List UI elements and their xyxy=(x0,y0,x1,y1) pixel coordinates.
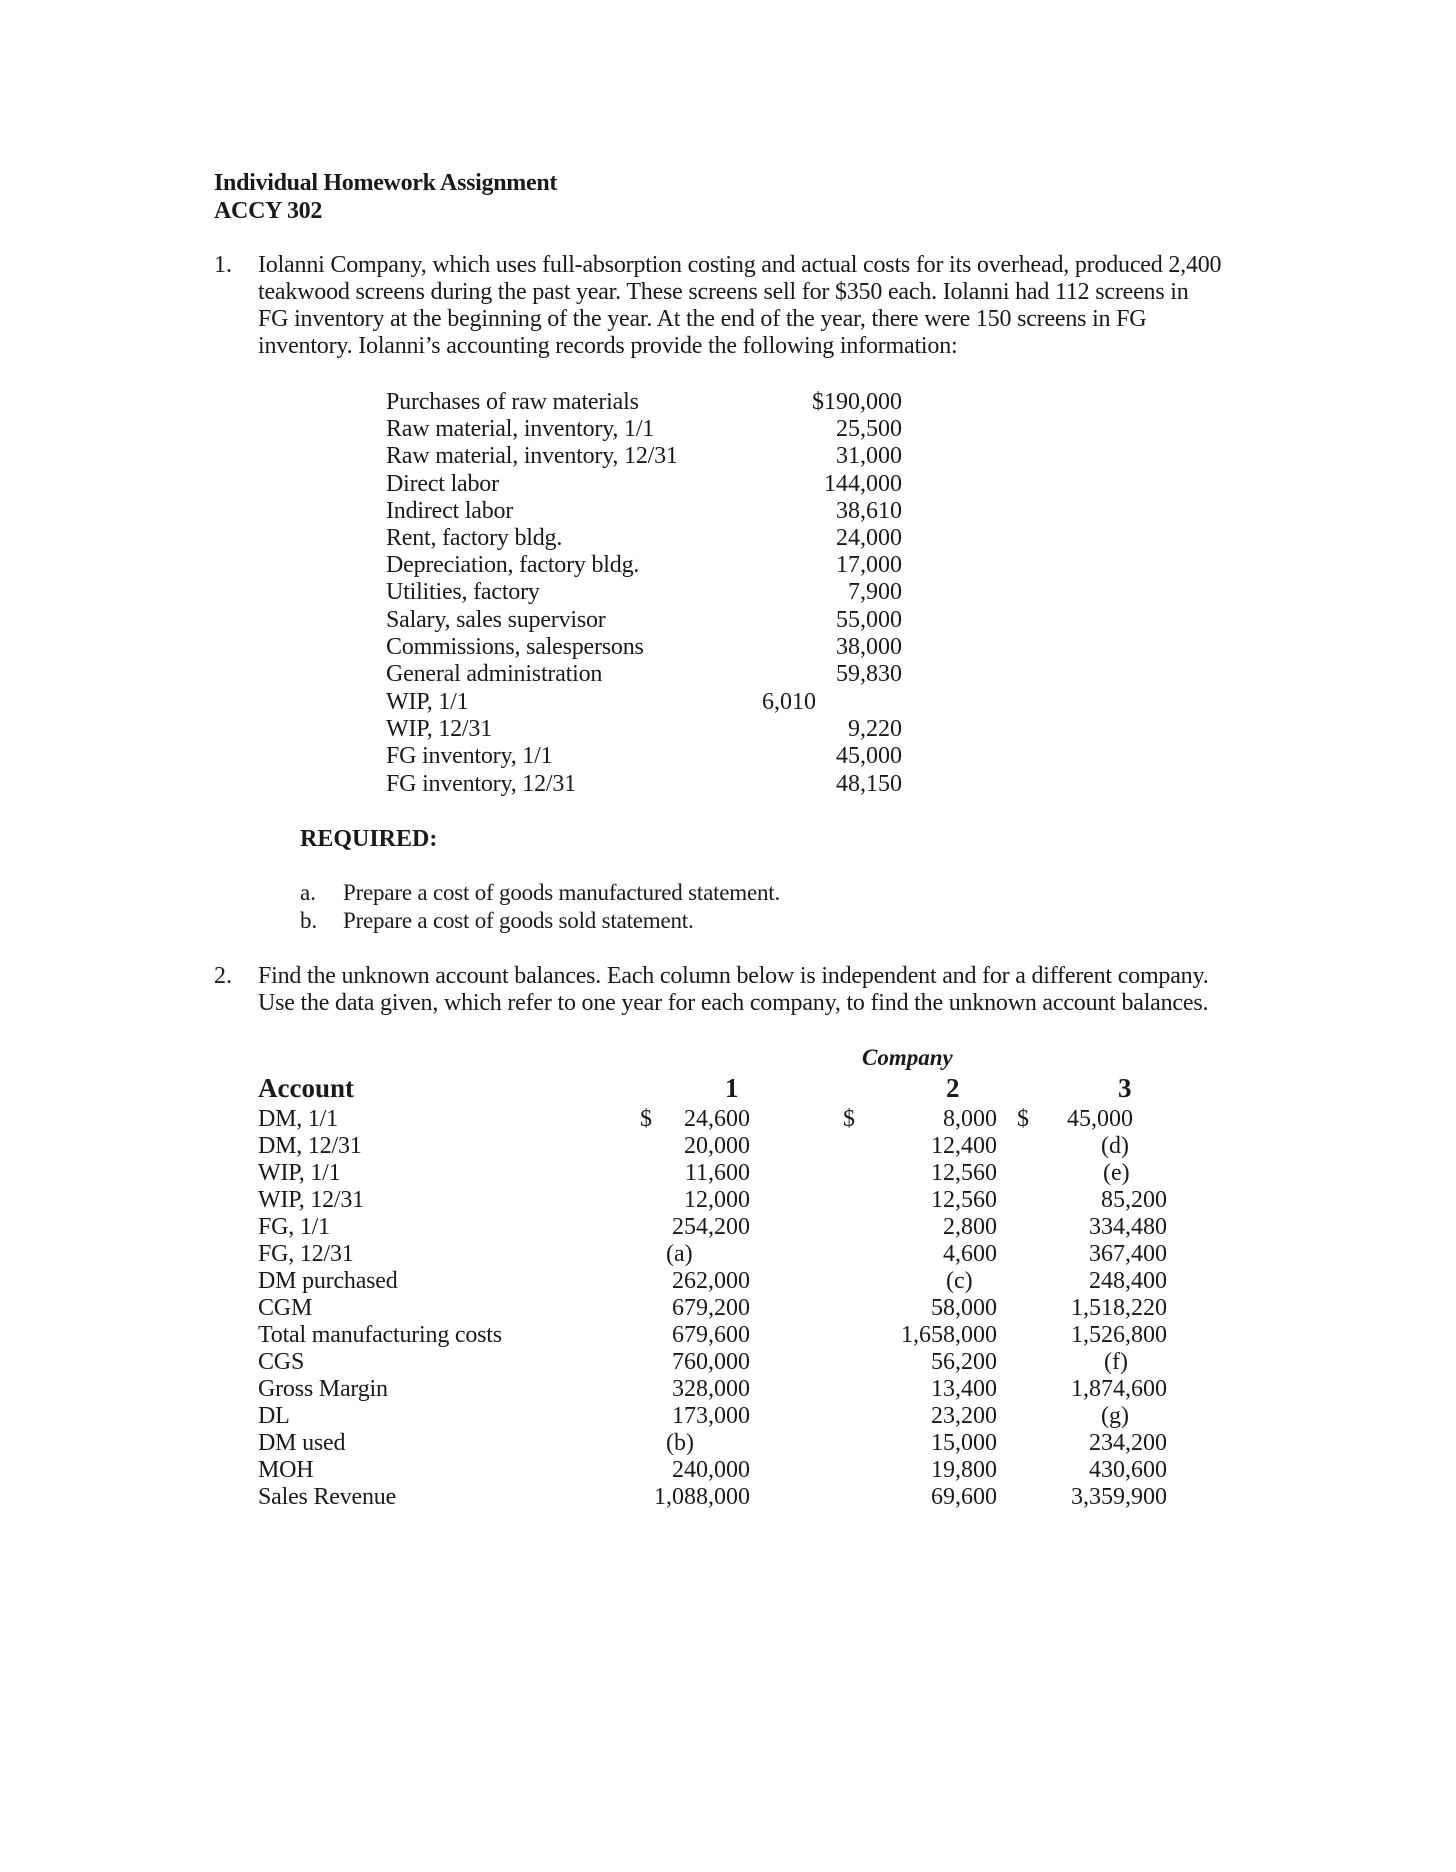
table-cell: 679,600 xyxy=(672,1322,750,1348)
table-row-account: CGS xyxy=(258,1349,305,1375)
table-cell: (a) xyxy=(666,1241,693,1267)
question-2-number: 2. xyxy=(214,963,232,989)
table-cell: 1,518,220 xyxy=(1071,1295,1167,1321)
list-item-value: 144,000 xyxy=(824,471,902,497)
table-cell: 24,600 xyxy=(684,1106,750,1132)
question-2-text-line: Use the data given, which refer to one year for each company, to find the unknown account balances. xyxy=(258,990,1209,1016)
list-item-label: Purchases of raw materials xyxy=(386,389,639,415)
column-header-1: 1 xyxy=(725,1073,739,1103)
table-cell: 11,600 xyxy=(684,1160,750,1186)
list-item-value: 45,000 xyxy=(836,743,902,769)
document-title: Individual Homework Assignment xyxy=(214,170,558,196)
list-item-label: Raw material, inventory, 1/1 xyxy=(386,416,655,442)
table-cell: 4,600 xyxy=(943,1241,997,1267)
question-1-text-line: teakwood screens during the past year. These screens sell for $350 each. Iolanni had 112 screens in xyxy=(258,279,1189,305)
table-cell: 20,000 xyxy=(684,1133,750,1159)
table-cell: 234,200 xyxy=(1089,1430,1167,1456)
list-item-value: 9,220 xyxy=(848,716,902,742)
question-1-text-line: FG inventory at the beginning of the year. At the end of the year, there were 150 screens in FG xyxy=(258,306,1147,332)
list-item-value: 6,010 xyxy=(762,689,816,715)
list-item-label: Raw material, inventory, 12/31 xyxy=(386,443,678,469)
list-item-value: 38,000 xyxy=(836,634,902,660)
table-row-account: DL xyxy=(258,1403,290,1429)
list-item-value: $190,000 xyxy=(812,389,902,415)
table-row-account: FG, 1/1 xyxy=(258,1214,330,1240)
table-cell: 679,200 xyxy=(672,1295,750,1321)
requirement-text: Prepare a cost of goods manufactured statement. xyxy=(343,880,781,905)
required-heading: REQUIRED: xyxy=(300,826,438,852)
table-row-account: DM, 1/1 xyxy=(258,1106,338,1132)
table-row-account: Sales Revenue xyxy=(258,1484,397,1510)
table-cell: 58,000 xyxy=(931,1295,997,1321)
list-item-label: Indirect labor xyxy=(386,498,514,524)
table-cell: 12,400 xyxy=(931,1133,997,1159)
table-cell: 8,000 xyxy=(943,1106,997,1132)
table-cell: 1,874,600 xyxy=(1071,1376,1167,1402)
list-item-value: 55,000 xyxy=(836,607,902,633)
list-item-value: 31,000 xyxy=(836,443,902,469)
table-cell: 2,800 xyxy=(943,1214,997,1240)
dollar-sign: $ xyxy=(843,1106,855,1132)
list-item-label: Salary, sales supervisor xyxy=(386,607,606,633)
table-cell: 12,560 xyxy=(931,1187,997,1213)
list-item-label: General administration xyxy=(386,661,603,687)
table-cell: 19,800 xyxy=(931,1457,997,1483)
table-cell: (d) xyxy=(1101,1133,1129,1159)
question-1-number: 1. xyxy=(214,252,232,278)
table-row-account: FG, 12/31 xyxy=(258,1241,354,1267)
question-1-text-line: inventory. Iolanni’s accounting records provide the following information: xyxy=(258,333,958,359)
table-cell: 760,000 xyxy=(672,1349,750,1375)
table-row-account: WIP, 1/1 xyxy=(258,1160,341,1186)
list-item-label: Direct labor xyxy=(386,471,499,497)
table-row-account: DM, 12/31 xyxy=(258,1133,362,1159)
table-cell: (b) xyxy=(666,1430,694,1456)
table-cell: (e) xyxy=(1103,1160,1130,1186)
table-cell: 45,000 xyxy=(1067,1106,1133,1132)
table-cell: 1,088,000 xyxy=(654,1484,750,1510)
table-row-account: Gross Margin xyxy=(258,1376,388,1402)
list-item-label: WIP, 1/1 xyxy=(386,689,469,715)
dollar-sign: $ xyxy=(1017,1106,1029,1132)
table-cell: 85,200 xyxy=(1101,1187,1167,1213)
table-cell: 328,000 xyxy=(672,1376,750,1402)
column-header-3: 3 xyxy=(1118,1073,1132,1103)
table-cell: 69,600 xyxy=(931,1484,997,1510)
table-row-account: DM purchased xyxy=(258,1268,398,1294)
list-item-label: Depreciation, factory bldg. xyxy=(386,552,640,578)
table-cell: 430,600 xyxy=(1089,1457,1167,1483)
table-cell: 248,400 xyxy=(1089,1268,1167,1294)
table-cell: 240,000 xyxy=(672,1457,750,1483)
table-cell: (f) xyxy=(1104,1349,1128,1375)
requirement-text: Prepare a cost of goods sold statement. xyxy=(343,908,694,933)
list-item-value: 24,000 xyxy=(836,525,902,551)
question-2-text-line: Find the unknown account balances. Each column below is independent and for a different company. xyxy=(258,963,1209,989)
table-cell: 367,400 xyxy=(1089,1241,1167,1267)
table-cell: 3,359,900 xyxy=(1071,1484,1167,1510)
table-cell: 334,480 xyxy=(1089,1214,1167,1240)
list-item-label: Utilities, factory xyxy=(386,579,540,605)
column-header-2: 2 xyxy=(946,1073,960,1103)
requirement-letter: a. xyxy=(300,880,316,905)
course-code: ACCY 302 xyxy=(214,198,323,224)
account-column-header: Account xyxy=(258,1073,354,1103)
list-item-label: FG inventory, 12/31 xyxy=(386,771,576,797)
table-cell: 173,000 xyxy=(672,1403,750,1429)
company-column-header: Company xyxy=(862,1045,953,1070)
table-cell: 262,000 xyxy=(672,1268,750,1294)
table-cell: 13,400 xyxy=(931,1376,997,1402)
table-cell: 15,000 xyxy=(931,1430,997,1456)
list-item-value: 7,900 xyxy=(848,579,902,605)
table-cell: (c) xyxy=(946,1268,973,1294)
list-item-label: WIP, 12/31 xyxy=(386,716,493,742)
list-item-value: 59,830 xyxy=(836,661,902,687)
table-cell: (g) xyxy=(1101,1403,1129,1429)
table-cell: 254,200 xyxy=(672,1214,750,1240)
table-row-account: DM used xyxy=(258,1430,346,1456)
list-item-value: 25,500 xyxy=(836,416,902,442)
list-item-value: 38,610 xyxy=(836,498,902,524)
requirement-letter: b. xyxy=(300,908,318,933)
table-row-account: Total manufacturing costs xyxy=(258,1322,502,1348)
list-item-label: FG inventory, 1/1 xyxy=(386,743,553,769)
table-cell: 23,200 xyxy=(931,1403,997,1429)
table-cell: 12,560 xyxy=(931,1160,997,1186)
table-row-account: MOH xyxy=(258,1457,314,1483)
list-item-value: 48,150 xyxy=(836,771,902,797)
table-cell: 56,200 xyxy=(931,1349,997,1375)
list-item-label: Rent, factory bldg. xyxy=(386,525,563,551)
list-item-value: 17,000 xyxy=(836,552,902,578)
table-cell: 1,658,000 xyxy=(901,1322,997,1348)
dollar-sign: $ xyxy=(640,1106,652,1132)
question-1-text-line: Iolanni Company, which uses full-absorption costing and actual costs for its overhead, produced 2,400 xyxy=(258,252,1222,278)
table-cell: 1,526,800 xyxy=(1071,1322,1167,1348)
list-item-label: Commissions, salespersons xyxy=(386,634,644,660)
table-cell: 12,000 xyxy=(684,1187,750,1213)
table-row-account: WIP, 12/31 xyxy=(258,1187,365,1213)
table-row-account: CGM xyxy=(258,1295,313,1321)
